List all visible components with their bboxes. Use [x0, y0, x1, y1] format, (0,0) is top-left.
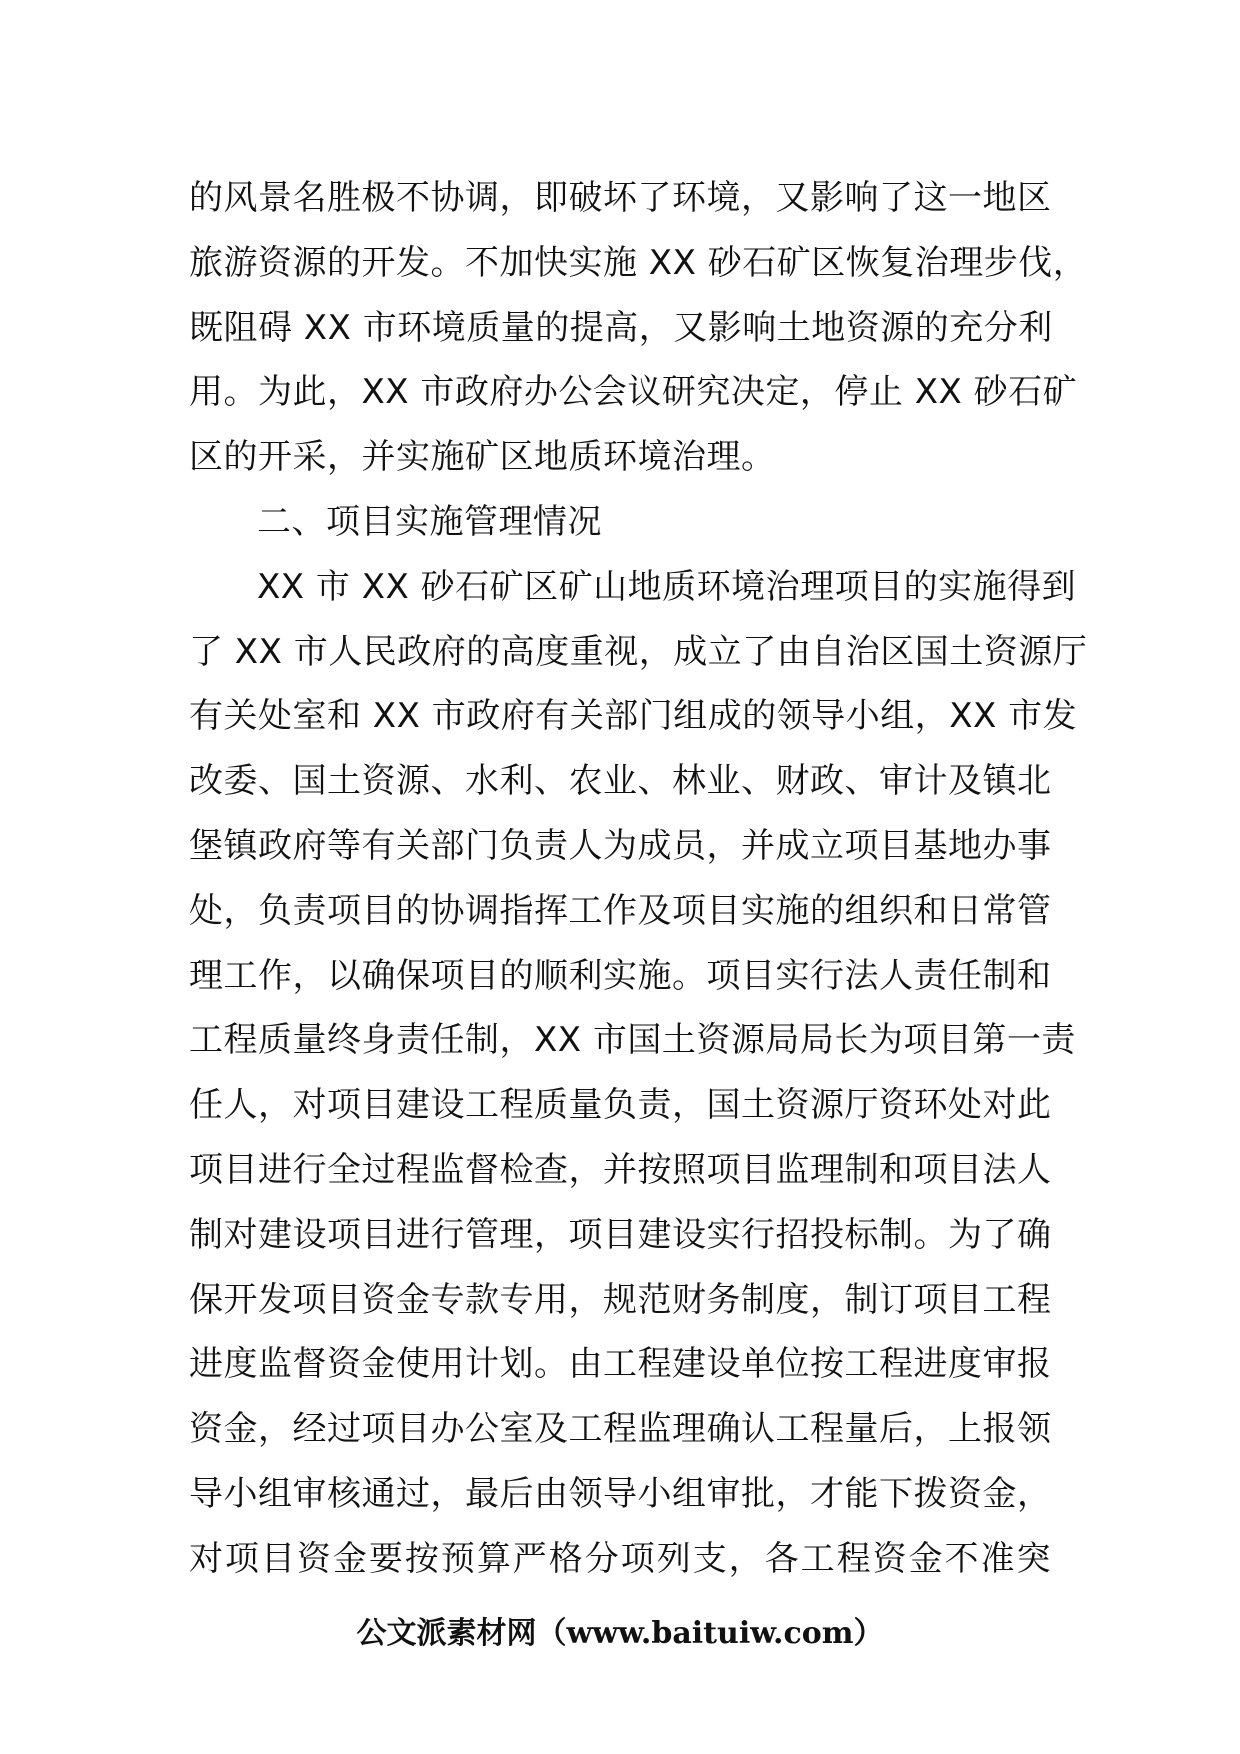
paragraph-line: 堡镇政府等有关部门负责人为成员，并成立项目基地办事	[189, 825, 1052, 866]
footer-watermark-text: 公文派素材网（www.baituiw.com）	[356, 1616, 884, 1651]
paragraph-line: 的风景名胜极不协调，即破坏了环境，又影响了这一地区	[189, 178, 1052, 218]
paragraph-line: 区的开采，并实施矿区地质环境治理。	[189, 437, 776, 478]
document-body	[189, 166, 1088, 1592]
paragraph-line: 保开发项目资金专款专用，规范财务制度，制订项目工程	[189, 1279, 1052, 1320]
section-heading: 二、项目实施管理情况	[257, 501, 602, 542]
paragraph-line: 任人，对项目建设工程质量负责，国土资源厅资环处对此	[189, 1085, 1052, 1126]
paragraph-line: 旅游资源的开发。不加快实施 XX 砂石矿区恢复治理步伐，	[189, 242, 1088, 283]
paragraph-line: 了 XX 市人民政府的高度重视，成立了由自治区国土资源厅	[189, 631, 1088, 672]
paragraph-line: 处，负责项目的协调指挥工作及项目实施的组织和日常管	[189, 890, 1052, 931]
paragraph-line: 进度监督资金使用计划。由工程建设单位按工程进度审报	[189, 1344, 1052, 1385]
paragraph-line: 资金，经过项目办公室及工程监理确认工程量后，上报领	[189, 1409, 1052, 1450]
paragraph-line: 工程质量终身责任制，XX 市国土资源局局长为项目第一责	[189, 1020, 1076, 1061]
paragraph-line: 理工作，以确保项目的顺利实施。项目实行法人责任制和	[189, 955, 1052, 996]
paragraph-line: 制对建设项目进行管理，项目建设实行招投标制。为了确	[189, 1214, 1052, 1255]
paragraph-line: 对项目资金要按预算严格分项列支，各工程资金不准突	[189, 1538, 1051, 1579]
paragraph-line: 导小组审核通过，最后由领导小组审批，才能下拨资金，	[189, 1473, 1052, 1514]
paragraph-line: 用。为此，XX 市政府办公会议研究决定，停止 XX 砂石矿	[189, 372, 1078, 413]
paragraph-line: 既阻碍 XX 市环境质量的提高，又影响土地资源的充分利	[189, 307, 1053, 348]
paragraph-line: 改委、国土资源、水利、农业、林业、财政、审计及镇北	[189, 761, 1052, 802]
paragraph-line: XX 市 XX 砂石矿区矿山地质环境治理项目的实施得到	[257, 566, 1077, 607]
paragraph-line: 有关处室和 XX 市政府有关部门组成的领导小组，XX 市发	[189, 696, 1078, 737]
paragraph-line: 项目进行全过程监督检查，并按照项目监理制和项目法人	[189, 1149, 1052, 1190]
